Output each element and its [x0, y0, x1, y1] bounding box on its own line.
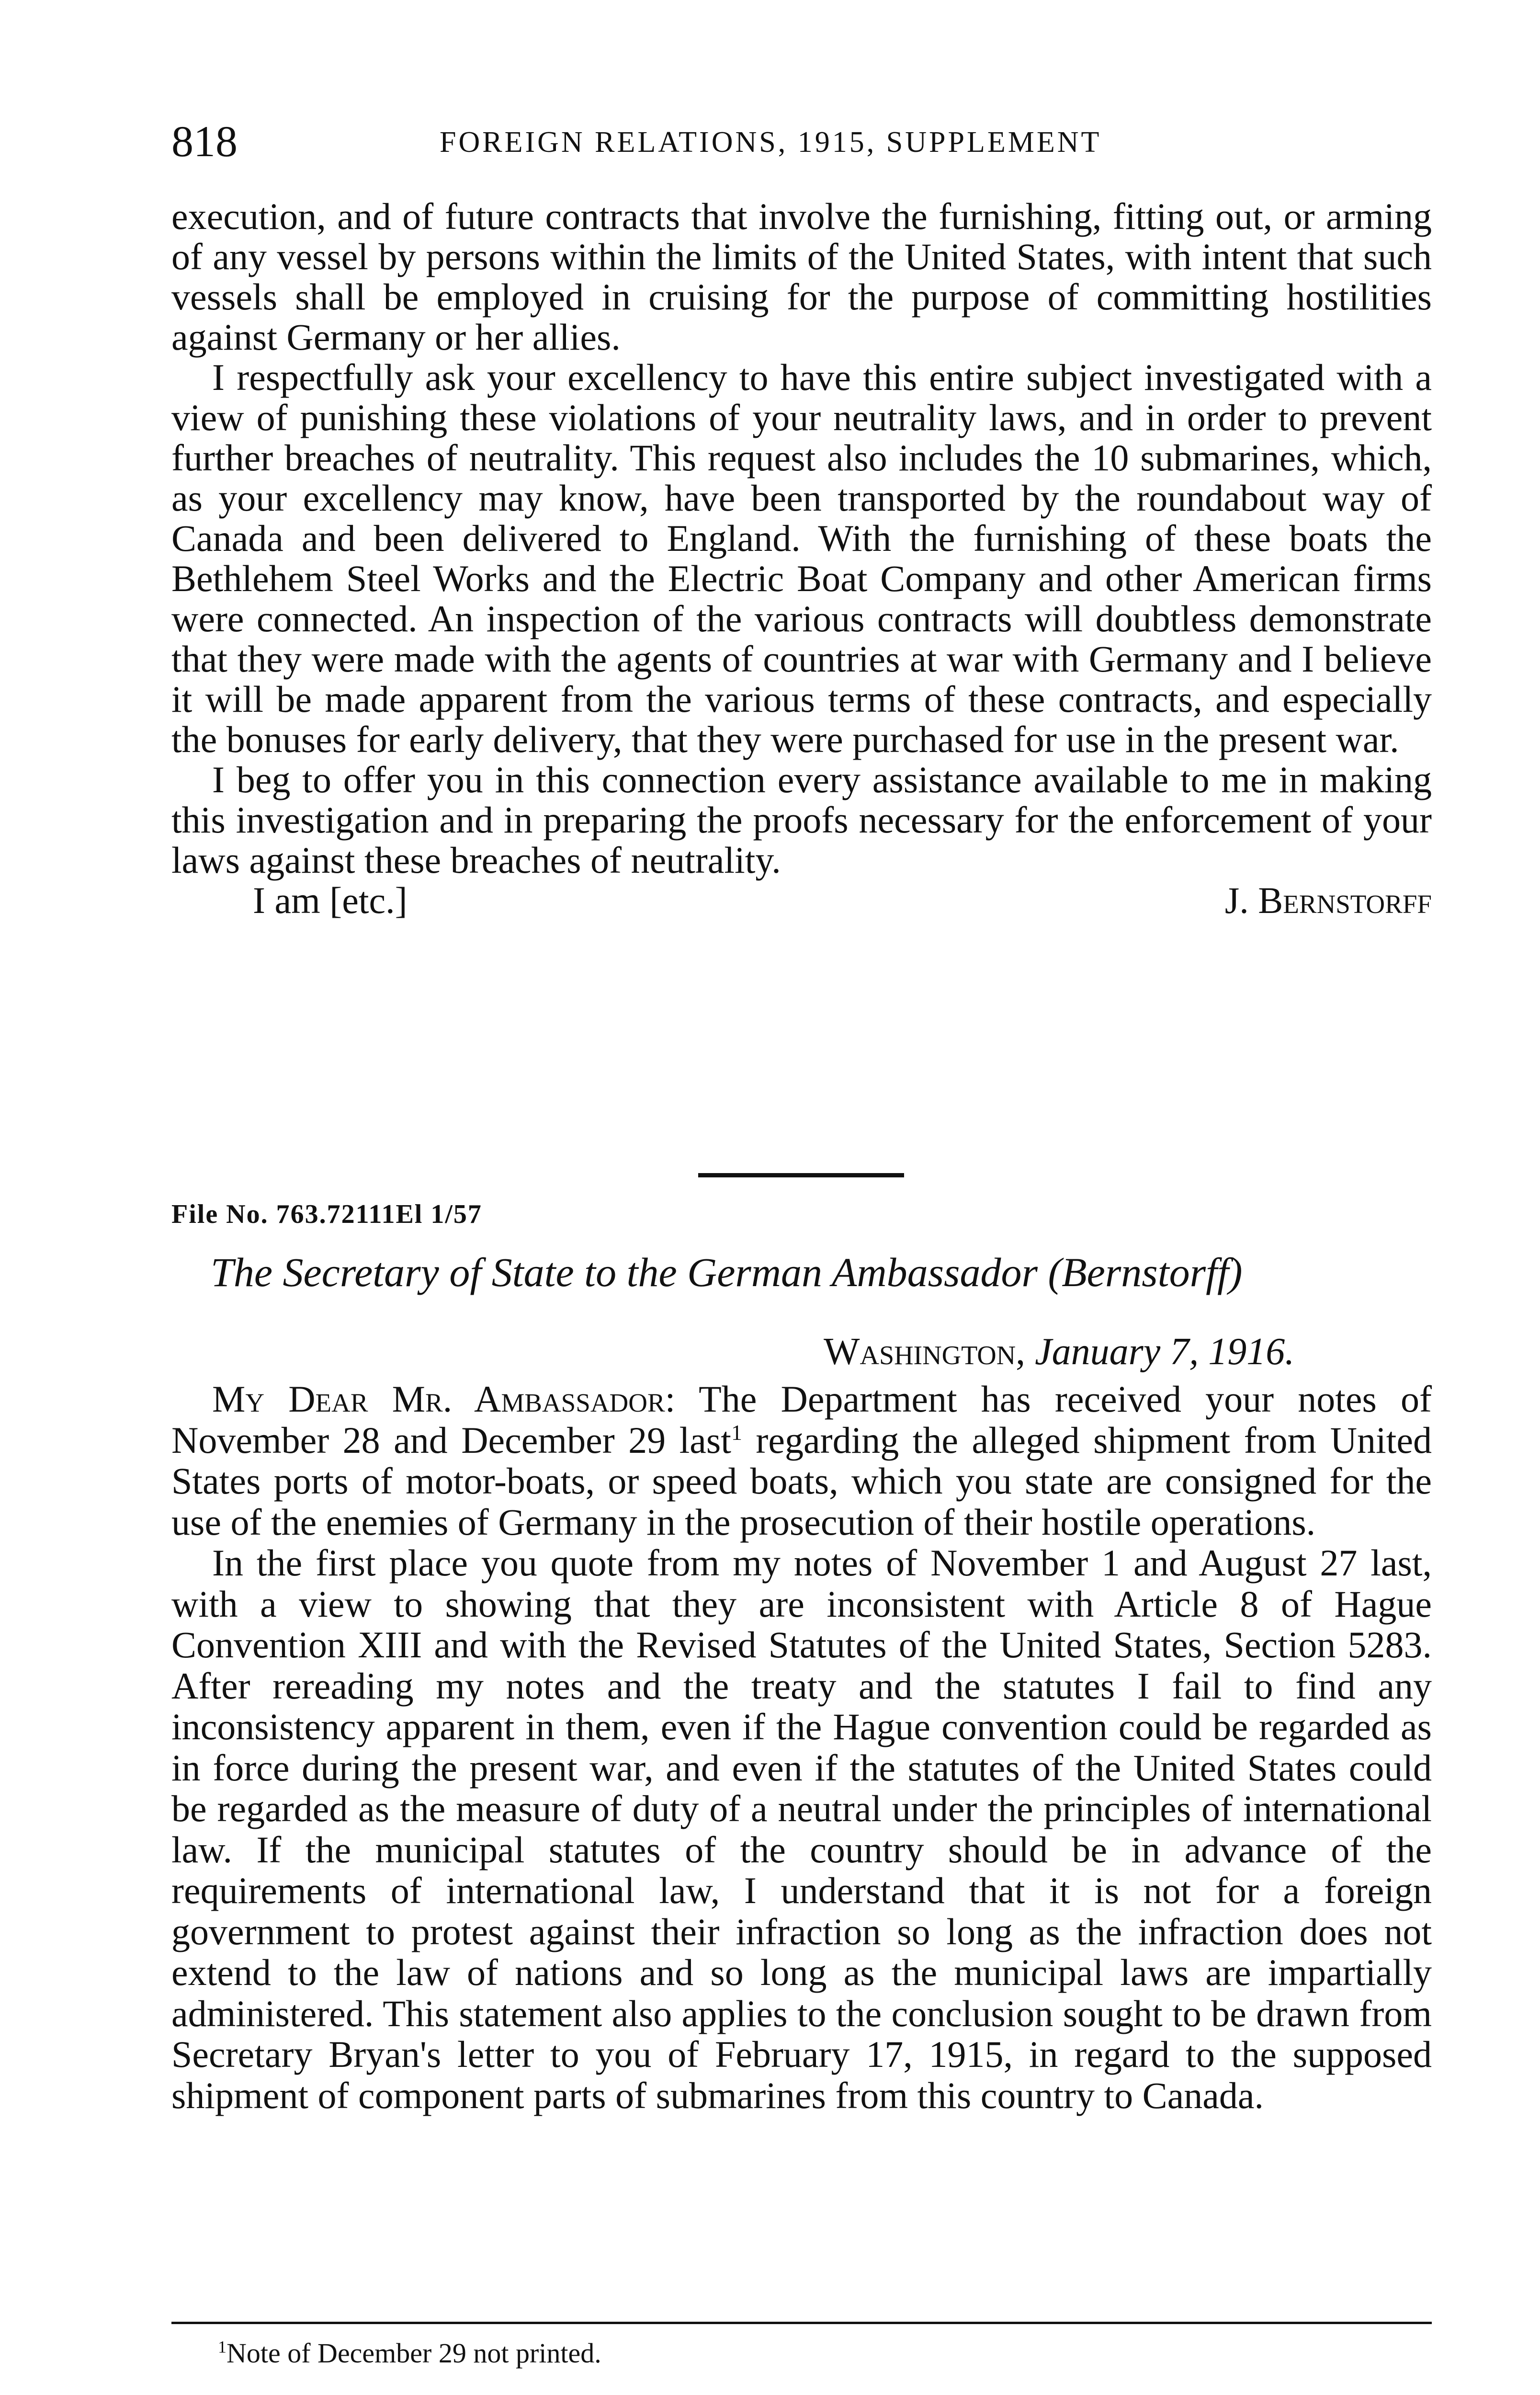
- paragraph: In the first place you quote from my notes of November 1 and August 27 last, with a view to showing that they are inconsistent with Article 8 of Hague Convention XIII and with the Revised Statutes of the United States, Section 5283. After rereading my notes and the treaty and the statutes I fail to find any inconsistency apparent in them, even if the Hague convention could be regarded as in force during the present war, and even if the statutes of the United States could be regarded as the measure of duty of a neutral under the principles of international law. If the municipal statutes of the country should be in advance of the requirements of international law, I understand that it is not for a foreign government to protest against their infraction so long as the infraction does not extend to the law of nations and so long as the municipal laws are impartially administered. This statement also applies to the conclusion sought to be drawn from Secretary Bryan's letter to you of February 17, 1915, in regard to the supposed shipment of component parts of submarines from this country to Canada.: [171, 1542, 1432, 2116]
- signature: J. Bernstorff: [1224, 879, 1432, 921]
- footnote-text: Note of December 29 not printed.: [226, 2338, 601, 2369]
- closing-line: [171, 880, 1432, 921]
- dateline-place: Washington,: [824, 1331, 1026, 1373]
- paragraph: execution, and of future contracts that involve the furnishing, fitting out, or arming of any vessel by persons within the limits of the United States, with intent that such vessels shall be employed in cruising for the purpose of committing hostilities against Germany or her allies.: [171, 195, 1432, 358]
- footnote-divider: [171, 2322, 1432, 2324]
- running-title: FOREIGN RELATIONS, 1915, SUPPLEMENT: [440, 126, 1102, 159]
- section-divider: [698, 1173, 904, 1177]
- paragraph-text: The Department has received your notes of November 28 and December 29 last: [171, 1378, 1432, 1461]
- page-number: 818: [171, 117, 238, 166]
- letter-secretary-of-state: [171, 1379, 1432, 2116]
- letter-bernstorff: [171, 196, 1432, 921]
- paragraph: I respectfully ask your excellency to have this entire subject investigated with a view of punishing these violations of your neutrality laws, and in order to prevent further breaches of neutrality. This request also includes the 10 submarines, which, as your excellency may know, have been transported by the roundabout way of Canada and been delivered to England. With the furnishing of these boats the Bethlehem Steel Works and the Electric Boat Company and other American firms were connected. An inspection of the various contracts will doubtless demonstrate that they were made with the agents of countries at war with Germany and I believe it will be made apparent from the various terms of these contracts, and especially the bonuses for early delivery, that they were purchased for use in the present war.: [171, 356, 1432, 760]
- file-number: File No. 763.72111El 1/57: [171, 1199, 482, 1229]
- running-head: [171, 115, 1432, 168]
- paragraph-text: regarding the alleged shipment from United States ports of motor-boats, or speed boats, which you state are consigned for the use of the enemies of Germany in the prosecution of their hostile operations.: [171, 1419, 1432, 1543]
- dateline-date: January 7, 1916.: [1035, 1331, 1295, 1373]
- footnote: [218, 2337, 601, 2370]
- dateline: [824, 1330, 1294, 1374]
- closing: I am [etc.]: [253, 879, 408, 921]
- paragraph: [171, 1379, 1432, 1542]
- salutation: My Dear Mr. Ambassador:: [212, 1378, 676, 1420]
- paragraph: I beg to offer you in this connection every assistance available to me in making this investigation and in preparing the proofs necessary for the enforcement of your laws against these breaches of neutrality.: [171, 759, 1432, 881]
- footnote-marker: 1: [218, 2337, 226, 2357]
- footnote-reference: 1: [731, 1420, 742, 1445]
- document-heading: The Secretary of State to the German Ambassador (Bernstorff): [211, 1249, 1243, 1295]
